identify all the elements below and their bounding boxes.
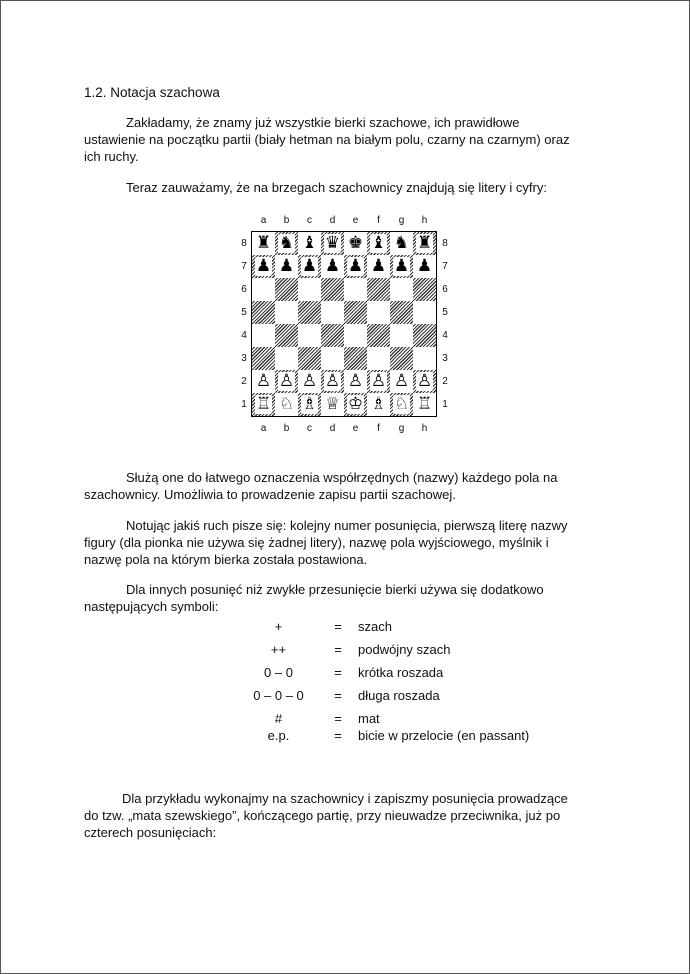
symbol-meaning: szach xyxy=(358,619,392,634)
file-label: f xyxy=(377,215,380,226)
rank-label: 1 xyxy=(241,399,247,410)
equals-sign: = xyxy=(334,711,342,726)
chess-piece: ♙ xyxy=(370,371,387,391)
board-square xyxy=(367,255,390,278)
board-square xyxy=(298,255,321,278)
board-square xyxy=(252,232,275,255)
rank-label: 6 xyxy=(442,284,448,295)
symbol-meaning: bicie w przelocie (en passant) xyxy=(358,728,530,743)
board-square xyxy=(390,347,413,370)
board-square xyxy=(252,324,275,347)
board-square xyxy=(344,370,367,393)
file-label: f xyxy=(377,423,380,434)
rank-label: 5 xyxy=(241,307,247,318)
symbol-meaning: krótka roszada xyxy=(358,665,444,680)
board-square xyxy=(321,370,344,393)
chess-piece: ♙ xyxy=(393,371,410,391)
symbol-meaning: podwójny szach xyxy=(358,642,451,657)
board-square xyxy=(390,232,413,255)
board-square xyxy=(321,347,344,370)
board-square xyxy=(275,278,298,301)
board-square xyxy=(413,347,436,370)
symbol-meaning: mat xyxy=(358,711,380,726)
board-square xyxy=(344,347,367,370)
symbol: # xyxy=(274,711,283,726)
board-square xyxy=(298,324,321,347)
board-square xyxy=(252,255,275,278)
board-square xyxy=(252,278,275,301)
chess-piece: ♟ xyxy=(278,256,295,276)
chess-piece: ♟ xyxy=(347,256,364,276)
board-square xyxy=(321,324,344,347)
board-square xyxy=(344,278,367,301)
chess-piece: ♙ xyxy=(324,371,341,391)
rank-label: 8 xyxy=(442,238,448,249)
chess-piece: ♟ xyxy=(255,256,272,276)
file-label: h xyxy=(421,423,428,434)
chess-piece: ♜ xyxy=(255,233,272,253)
symbol-meaning: długa roszada xyxy=(358,688,440,703)
rank-label: 5 xyxy=(442,307,448,318)
board-square xyxy=(344,393,367,416)
board-square xyxy=(367,393,390,416)
board-square xyxy=(367,232,390,255)
board-square xyxy=(275,232,298,255)
file-label: e xyxy=(352,423,359,434)
symbol-row xyxy=(231,711,561,729)
board-square xyxy=(344,255,367,278)
board-square xyxy=(344,232,367,255)
chess-piece: ♞ xyxy=(393,233,410,253)
file-label: e xyxy=(352,215,359,226)
chess-piece: ♘ xyxy=(278,394,295,414)
rank-label: 2 xyxy=(241,376,247,387)
board-square xyxy=(413,301,436,324)
board-square xyxy=(298,393,321,416)
section-heading: 1.2. Notacja szachowa xyxy=(84,85,220,100)
board-square xyxy=(275,255,298,278)
chess-board xyxy=(251,231,437,417)
symbol: ++ xyxy=(270,642,287,657)
chess-piece: ♖ xyxy=(255,394,272,414)
board-square xyxy=(275,301,298,324)
board-square xyxy=(275,370,298,393)
board-square xyxy=(390,301,413,324)
board-square xyxy=(367,324,390,347)
chess-piece: ♙ xyxy=(278,371,295,391)
file-label: g xyxy=(398,215,405,226)
chess-piece: ♟ xyxy=(370,256,387,276)
symbol: 0 – 0 – 0 xyxy=(253,688,304,703)
chess-piece: ♗ xyxy=(301,394,318,414)
chess-piece: ♚ xyxy=(347,233,364,253)
symbol-row xyxy=(231,665,561,683)
chess-piece: ♟ xyxy=(324,256,341,276)
board-square xyxy=(321,232,344,255)
board-square xyxy=(321,255,344,278)
symbol-row xyxy=(231,642,561,660)
equals-sign: = xyxy=(334,665,342,680)
rank-label: 7 xyxy=(442,261,448,272)
chess-board-diagram xyxy=(237,215,457,437)
chess-piece: ♛ xyxy=(324,233,341,253)
symbol-row xyxy=(231,688,561,706)
board-square xyxy=(367,370,390,393)
board-square xyxy=(321,301,344,324)
file-label: a xyxy=(260,215,267,226)
chess-piece: ♙ xyxy=(301,371,318,391)
board-square xyxy=(252,301,275,324)
board-square xyxy=(390,393,413,416)
chess-piece: ♟ xyxy=(301,256,318,276)
file-label: c xyxy=(307,423,312,434)
file-label: b xyxy=(283,423,290,434)
rank-label: 3 xyxy=(442,353,448,364)
symbol-row xyxy=(231,619,561,637)
board-square xyxy=(390,324,413,347)
board-square xyxy=(298,301,321,324)
symbol: 0 – 0 xyxy=(264,665,293,680)
file-label: d xyxy=(329,215,336,226)
file-label: b xyxy=(283,215,290,226)
rank-label: 4 xyxy=(241,330,247,341)
rank-label: 8 xyxy=(241,238,247,249)
rank-label: 1 xyxy=(442,399,448,410)
board-square xyxy=(252,347,275,370)
board-square xyxy=(367,347,390,370)
board-square xyxy=(321,278,344,301)
board-square xyxy=(321,393,344,416)
rank-label: 6 xyxy=(241,284,247,295)
board-square xyxy=(298,347,321,370)
board-square xyxy=(298,278,321,301)
rank-label: 7 xyxy=(241,261,247,272)
board-square xyxy=(390,255,413,278)
chess-piece: ♕ xyxy=(324,394,341,414)
board-square xyxy=(367,301,390,324)
chess-piece: ♗ xyxy=(370,394,387,414)
board-square xyxy=(367,278,390,301)
chess-piece: ♟ xyxy=(416,256,433,276)
chess-piece: ♖ xyxy=(416,394,433,414)
chess-piece: ♟ xyxy=(393,256,410,276)
chess-piece: ♘ xyxy=(393,394,410,414)
file-label: a xyxy=(260,423,267,434)
equals-sign: = xyxy=(334,728,342,743)
chess-piece: ♜ xyxy=(416,233,433,253)
board-square xyxy=(298,370,321,393)
board-square xyxy=(413,393,436,416)
board-square xyxy=(252,393,275,416)
file-label: d xyxy=(329,423,336,434)
board-square xyxy=(298,232,321,255)
chess-piece: ♞ xyxy=(278,233,295,253)
equals-sign: = xyxy=(334,688,342,703)
equals-sign: = xyxy=(334,642,342,657)
chess-piece: ♙ xyxy=(347,371,364,391)
board-square xyxy=(252,370,275,393)
board-square xyxy=(344,324,367,347)
board-square xyxy=(413,324,436,347)
board-square xyxy=(390,370,413,393)
file-label: h xyxy=(421,215,428,226)
rank-label: 2 xyxy=(442,376,448,387)
chess-piece: ♝ xyxy=(301,233,318,253)
board-square xyxy=(344,301,367,324)
file-labels-top xyxy=(252,215,436,227)
rank-label: 3 xyxy=(241,353,247,364)
paragraph-symbols-intro: Dla innych posunięć niż zwykłe przesunięcie bierki używa się dodatkowo następujących symboli: xyxy=(84,582,544,614)
board-square xyxy=(413,232,436,255)
chess-piece: ♙ xyxy=(255,371,272,391)
paragraph-notation: Notując jakiś ruch pisze się: kolejny numer posunięcia, pierwszą literę nazwy figury (dla pionka nie używa się żadnej litery), nazwę pola wyjściowego, myślnik i nazwę pola na którym bierka została postawiona. xyxy=(84,518,568,567)
chess-piece: ♝ xyxy=(370,233,387,253)
rank-label: 4 xyxy=(442,330,448,341)
board-square xyxy=(275,347,298,370)
rank-labels-right xyxy=(439,232,451,416)
board-square xyxy=(413,255,436,278)
board-square xyxy=(275,324,298,347)
file-label: c xyxy=(307,215,312,226)
symbol-row xyxy=(231,728,561,746)
rank-labels-left xyxy=(238,232,250,416)
paragraph-board-intro: Teraz zauważamy, że na brzegach szachownicy znajdują się litery i cyfry: xyxy=(126,180,547,195)
file-labels-bottom xyxy=(252,423,436,435)
symbol: e.p. xyxy=(267,728,290,743)
board-square xyxy=(390,278,413,301)
file-label: g xyxy=(398,423,405,434)
board-square xyxy=(413,278,436,301)
paragraph-intro: Zakładamy, że znamy już wszystkie bierki szachowe, ich prawidłowe ustawienie na początku partii (biały hetman na białym polu, czarny na czarnym) oraz ich ruchy. xyxy=(84,115,570,164)
symbol: + xyxy=(274,619,283,634)
chess-piece: ♔ xyxy=(347,394,364,414)
paragraph-coordinates: Służą one do łatwego oznaczenia współrzędnych (nazwy) każdego pola na szachownicy. Umożliwia to prowadzenie zapisu partii szachowej. xyxy=(84,470,558,502)
board-square xyxy=(275,393,298,416)
board-square xyxy=(413,370,436,393)
paragraph-example: Dla przykładu wykonajmy na szachownicy i zapiszmy posunięcia prowadzące do tzw. „mata szewskiego”, kończącego partię, przy nieuwadze przeciwnika, już po czterech posunięciach: xyxy=(84,791,568,840)
equals-sign: = xyxy=(334,619,342,634)
chess-piece: ♙ xyxy=(416,371,433,391)
